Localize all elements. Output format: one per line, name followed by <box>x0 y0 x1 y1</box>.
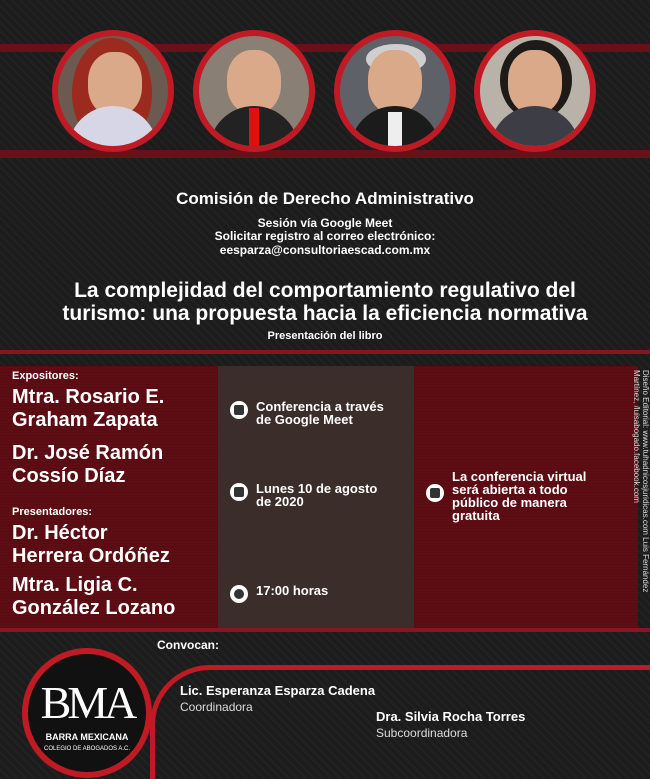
commission-title: Comisión de Derecho Administrativo <box>176 189 474 208</box>
registration-line: Solicitar registro al correo electrónico: <box>214 229 436 243</box>
monitor-icon <box>230 401 248 419</box>
presentador-2-line: González Lozano <box>12 597 176 619</box>
clock-icon <box>230 585 248 603</box>
date-info <box>230 482 377 508</box>
presentador-2-line: Mtra. Ligia C. <box>12 574 138 596</box>
access-panel <box>414 366 638 628</box>
access-info-line: gratuita <box>452 508 500 523</box>
calendar-icon <box>230 483 248 501</box>
event-title <box>0 279 650 325</box>
convocan-label: Convocan: <box>157 638 220 652</box>
access-info-line: La conferencia virtual <box>452 469 587 484</box>
date-info-line: Lunes 10 de agosto <box>256 481 378 496</box>
design-credit: Diseño Editorial: www.tuhadnicosjuridicas.com Luis Fernández Martínez, /luisabogado.facebook.com <box>632 370 650 593</box>
presentador-1-line: Dr. Héctor <box>12 522 108 544</box>
logo-line-2: COLEGIO DE ABOGADOS A.C. <box>43 746 131 752</box>
speaker-photo-2 <box>193 30 315 152</box>
presentador-1-line: Herrera Ordóñez <box>12 545 170 567</box>
subcoordinator-name: Dra. Silvia Rocha Torres <box>376 709 526 724</box>
coordinator-role: Coordinadora <box>180 700 253 714</box>
coordinator-name: Lic. Esperanza Esparza Cadena <box>180 683 376 698</box>
expositor-1 <box>12 386 164 432</box>
expositor-2 <box>12 442 163 488</box>
expositor-2-line: Dr. José Ramón <box>12 442 164 464</box>
bma-logo <box>22 648 152 778</box>
conference-info <box>230 400 384 426</box>
presentadores-label: Presentadores: <box>12 506 93 518</box>
event-title-line-2: turismo: una propuesta hacia la eficiencia normativa <box>62 302 588 325</box>
speaker-photo-1 <box>52 30 174 152</box>
event-title-line-1: La complejidad del comportamiento regulativo del <box>74 279 576 302</box>
presentador-1 <box>12 522 170 568</box>
presentador-2 <box>12 574 175 620</box>
access-info <box>426 470 586 522</box>
speakers-panel <box>0 366 218 628</box>
time-info <box>230 584 328 603</box>
presentation-label: Presentación del libro <box>267 330 383 342</box>
expositor-1-line: Mtra. Rosario E. <box>12 386 165 408</box>
band-stripe <box>0 150 650 158</box>
date-info-line: de 2020 <box>256 494 304 509</box>
expositor-2-line: Cossío Díaz <box>12 465 126 487</box>
people-icon <box>426 484 444 502</box>
logo-mark: BMA <box>40 677 134 728</box>
photo-band <box>0 0 650 180</box>
expositores-label: Expositores: <box>12 370 79 382</box>
speaker-photo-3 <box>334 30 456 152</box>
logo-line-1: BARRA MEXICANA <box>45 732 129 742</box>
speaker-photo-4 <box>474 30 596 152</box>
details-panel <box>218 366 414 628</box>
divider <box>0 350 650 354</box>
session-line: Sesión vía Google Meet <box>257 216 393 230</box>
divider <box>0 628 650 632</box>
access-info-line: público de manera <box>452 495 567 510</box>
time-info-line: 17:00 horas <box>256 583 329 598</box>
expositor-1-line: Graham Zapata <box>12 409 158 431</box>
access-info-line: será abierta a todo <box>452 482 568 497</box>
conference-info-line: Conferencia a través <box>256 399 384 414</box>
contact-email: eesparza@consultoriaescad.com.mx <box>219 243 431 257</box>
conference-info-line: de Google Meet <box>256 412 353 427</box>
subcoordinator-role: Subcoordinadora <box>376 726 468 740</box>
